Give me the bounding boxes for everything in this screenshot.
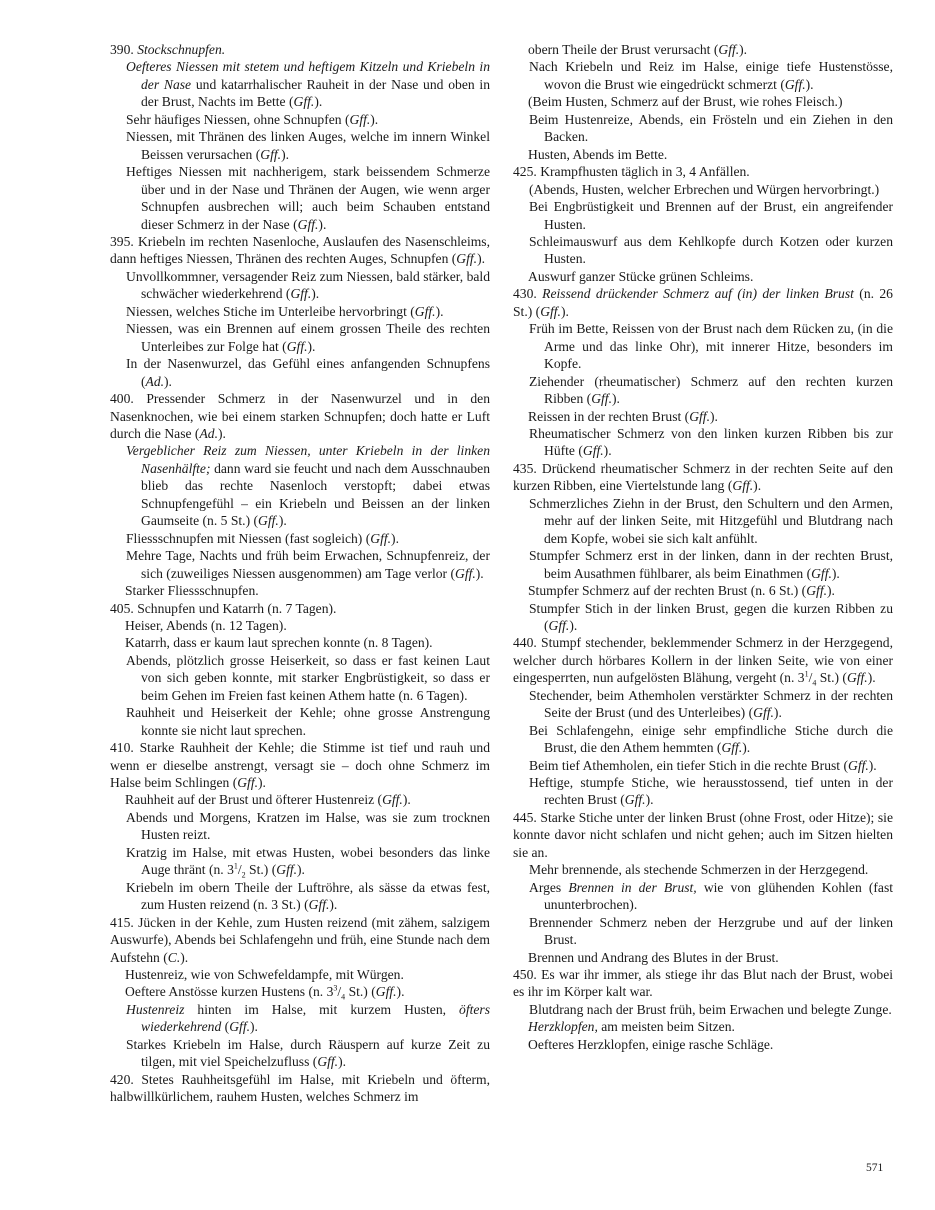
symptom-entry: Beim tief Athemholen, ein tiefer Stich in die rechte Brust (Gff.). [529, 757, 877, 773]
symptom-entry: Oefteres Herzklopfen, einige rasche Schläge. [528, 1036, 774, 1052]
symptom-entry: Sehr häufiges Niessen, ohne Schnupfen (Gff.). [126, 111, 379, 127]
left-column [110, 41, 490, 1106]
symptom-entry: Blutdrang nach der Brust früh, beim Erwachen und belegte Zunge. [529, 1001, 892, 1017]
symptom-entry: Heftiges Niessen mit nachherigem, stark beissendem Schmerze über und in der Nase und Thränen der Augen, wie wenn arger Schnupfen ausbrechen will; auch beim Schauben entstand dieser Schmerz in der Nase (Gff.). [126, 164, 490, 232]
symptom-entry: Hustenreiz, wie von Schwefeldampfe, mit Würgen. [125, 967, 404, 983]
symptom-entry: Ziehender (rheumatischer) Schmerz auf den rechten kurzen Ribben (Gff.). [529, 373, 893, 407]
symptom-entry: 400. Pressender Schmerz in der Nasenwurzel und in den Nasenknochen, wie bei einem starken Schnupfen; doch hatte er Luft durch die Nase (Ad.). [110, 391, 490, 441]
symptom-entry: Rauhheit und Heiserkeit der Kehle; ohne grosse Anstrengung konnte sie nicht laut sprechen. [126, 705, 490, 738]
symptom-entry: Starker Fliessschnupfen. [125, 583, 259, 599]
symptom-entry: Niessen, was ein Brennen auf einem grossen Theile des rechten Unterleibes zur Folge hat (Gff.). [126, 321, 490, 354]
page-number: 571 [866, 1162, 884, 1174]
symptom-entry: Oefteres Niessen mit stetem und heftigem Kitzeln und Kriebeln in der Nase und katarrhalischer Rauheit in der Nase und oben in der Brust, Nachts im Bette (Gff.). [126, 59, 490, 110]
symptom-entry: 425. Krampfhusten täglich in 3, 4 Anfällen. [513, 164, 750, 180]
symptom-entry: Rheumatischer Schmerz von den linken kurzen Ribben bis zur Hüfte (Gff.). [529, 425, 893, 459]
symptom-entry: Reissen in der rechten Brust (Gff.). [528, 408, 718, 424]
symptom-entry: 430. Reissend drückender Schmerz auf (in) der linken Brust (n. 26 St.) (Gff.). [513, 286, 893, 319]
symptom-entry: Starkes Kriebeln im Halse, durch Räuspern auf kurze Zeit zu tilgen, mit viel Speichelzufluss (Gff.). [126, 1036, 490, 1070]
symptom-entry: 420. Stetes Rauhheitsgefühl im Halse, mit Kriebeln und öfterm, halbwillkürlichem, rauhem Husten, welches Schmerz im [110, 1071, 490, 1105]
symptom-entry: Herzklopfen, am meisten beim Sitzen. [528, 1019, 735, 1035]
symptom-entry: Rauhheit auf der Brust und öfterer Hustenreiz (Gff.). [125, 792, 411, 808]
symptom-entry: 395. Kriebeln im rechten Nasenloche, Auslaufen des Nasenschleims, dann heftiges Niessen, Thränen des rechten Auges, Schnupfen (Gff.). [110, 233, 490, 267]
symptom-entry: Stumpfer Schmerz auf der rechten Brust (n. 6 St.) (Gff.). [528, 583, 835, 599]
symptom-entry: 410. Starke Rauhheit der Kehle; die Stimme ist tief und rauh und wenn er dieselbe anstrengt, versagt sie – doch ohne Schmerz im Halse beim Schlingen (Gff.). [110, 740, 490, 791]
symptom-entry: (Abends, Husten, welcher Erbrechen und Würgen hervorbringt.) [529, 181, 880, 197]
symptom-entry: 415. Jücken in der Kehle, zum Husten reizend (mit zähem, salzigem Auswurfe), Abends bei Schlafengehn und früh, eine Stunde nach dem Aufstehn (C.). [110, 914, 490, 965]
symptom-entry: 405. Schnupfen und Katarrh (n. 7 Tagen). [110, 600, 337, 616]
symptom-entry: Heiser, Abends (n. 12 Tagen). [125, 617, 287, 633]
symptom-entry: In der Nasenwurzel, das Gefühl eines anfangenden Schnupfens (Ad.). [126, 356, 490, 389]
symptom-entry: Schmerzliches Ziehn in der Brust, den Schultern und den Armen, mehr auf der linken Seite, mit Hitzgefühl und Blutdrang nach dem Kopfe, wobei sie sich kalt anfühlt. [529, 495, 893, 546]
symptom-entry: Heftige, stumpfe Stiche, wie herausstossend, tief unten in der rechten Brust (Gff.). [529, 775, 893, 808]
symptom-entry: Arges Brennen in der Brust, wie von glühenden Kohlen (fast ununterbrochen). [529, 879, 894, 913]
symptom-entry: Hustenreiz hinten im Halse, mit kurzem Husten, öfters wiederkehrend (Gff.). [126, 1001, 490, 1035]
symptom-entry: obern Theile der Brust verursacht (Gff.). [528, 42, 748, 57]
symptom-entry: Stumpfer Schmerz erst in der linken, dann in der rechten Brust, beim Ausathmen fühlbarer, als beim Einathmen (Gff.). [529, 548, 893, 581]
symptom-entry: Fliessschnupfen mit Niessen (fast sogleich) (Gff.). [126, 530, 399, 546]
symptom-entry: Kriebeln im obern Theile der Luftröhre, als sässe da etwas fest, zum Husten reizend (n. 3 St.) (Gff.). [126, 879, 490, 913]
symptom-entry: Mehr brennende, als stechende Schmerzen in der Herzgegend. [529, 862, 869, 878]
symptom-entry: Niessen, mit Thränen des linken Auges, welche im innern Winkel Beissen verursachen (Gff.). [126, 129, 490, 162]
right-column [513, 41, 893, 1053]
symptom-entry: 390. Stockschnupfen. [110, 42, 226, 57]
symptom-entry: Früh im Bette, Reissen von der Brust nach dem Rücken zu, (in die Arme und das linke Ohr), mit innerer Hitze, besonders im Kopfe. [529, 321, 893, 372]
symptom-entry: Mehre Tage, Nachts und früh beim Erwachen, Schnupfenreiz, der sich (zuweiliges Niessen ausgenommen) am Tage verlor (Gff.). [126, 548, 490, 581]
symptom-entry: Auswurf ganzer Stücke grünen Schleims. [528, 268, 754, 284]
symptom-entry: Brennen und Andrang des Blutes in der Brust. [528, 949, 779, 965]
symptom-entry: Katarrh, dass er kaum laut sprechen konnte (n. 8 Tagen). [125, 635, 433, 651]
symptom-entry: Stechender, beim Athemholen verstärkter Schmerz in der rechten Seite der Brust (und des Unterleibes) (Gff.). [529, 687, 893, 721]
symptom-entry: Vergeblicher Reiz zum Niessen, unter Kriebeln in der linken Nasenhälfte; dann ward sie feucht und nach dem Ausschnauben blieb das rechte Nasenloch verstopft; dabei etwas Schnupfengefühl – ein Kriebeln und Beissen an der linken Gaumseite (n. 5 St.) (Gff.). [126, 443, 490, 529]
symptom-entry: Brennender Schmerz neben der Herzgrube und auf der linken Brust. [529, 914, 893, 948]
symptom-entry: Bei Schlafengehn, einige sehr empfindliche Stiche durch die Brust, die den Athem hemmten (Gff.). [529, 722, 893, 756]
symptom-entry: 445. Starke Stiche unter der linken Brust (ohne Frost, oder Hitze); sie konnte davor nicht schlafen und nicht gehen; auch im Sitzen hielten sie an. [513, 809, 893, 860]
symptom-entry: Stumpfer Stich in der linken Brust, gegen die kurzen Ribben zu (Gff.). [529, 600, 893, 633]
symptom-entry: 440. Stumpf stechender, beklemmender Schmerz in der Herzgegend, welcher durch hörbares Kollern in der linken Seite, wie von einer eingesperrten, nun aufgelösten Blähung, vergeht (n. $3^1/_4$ St.) (Gff.). [513, 635, 893, 689]
symptom-entry: Kratzig im Halse, mit etwas Husten, wobei besonders das linke Auge thränt (n. $3^1/_2$ St.) (Gff.). [126, 844, 490, 881]
symptom-entry: 450. Es war ihr immer, als stiege ihr das Blut nach der Brust, wobei es ihr im Körper kalt war. [513, 967, 893, 1000]
symptom-entry: Beim Hustenreize, Abends, ein Frösteln und ein Ziehen in den Backen. [529, 111, 893, 145]
symptom-entry: Husten, Abends im Bette. [528, 146, 668, 162]
symptom-entry: Nach Kriebeln und Reiz im Halse, einige tiefe Hustenstösse, wovon die Brust wie eingedrückt schmerzt (Gff.). [529, 59, 893, 92]
symptom-entry: Unvollkommner, versagender Reiz zum Niessen, bald stärker, bald schwächer wiederkehrend (Gff.). [126, 268, 490, 302]
symptom-entry: 435. Drückend rheumatischer Schmerz in der rechten Seite auf den kurzen Ribben, eine Viertelstunde lang (Gff.). [513, 460, 893, 494]
symptom-entry: Schleimauswurf aus dem Kehlkopfe durch Kotzen oder kurzen Husten. [529, 233, 893, 267]
symptom-entry: Niessen, welches Stiche im Unterleibe hervorbringt (Gff.). [126, 303, 444, 319]
symptom-entry: Oeftere Anstösse kurzen Hustens (n. $3^3/_4$ St.) (Gff.). [125, 983, 405, 1003]
symptom-entry: Bei Engbrüstigkeit und Brennen auf der Brust, ein angreifender Husten. [529, 199, 893, 232]
symptom-entry: Abends und Morgens, Kratzen im Halse, was sie zum trocknen Husten reizt. [126, 809, 490, 843]
symptom-entry: Abends, plötzlich grosse Heiserkeit, so dass er fast keinen Laut von sich geben konnte, mit starker Engbrüstigkeit, so dass er beim Gehen im Freien fast keinen Athem hatte (n. 6 Tagen). [126, 652, 490, 703]
symptom-entry: (Beim Husten, Schmerz auf der Brust, wie rohes Fleisch.) [528, 94, 843, 110]
